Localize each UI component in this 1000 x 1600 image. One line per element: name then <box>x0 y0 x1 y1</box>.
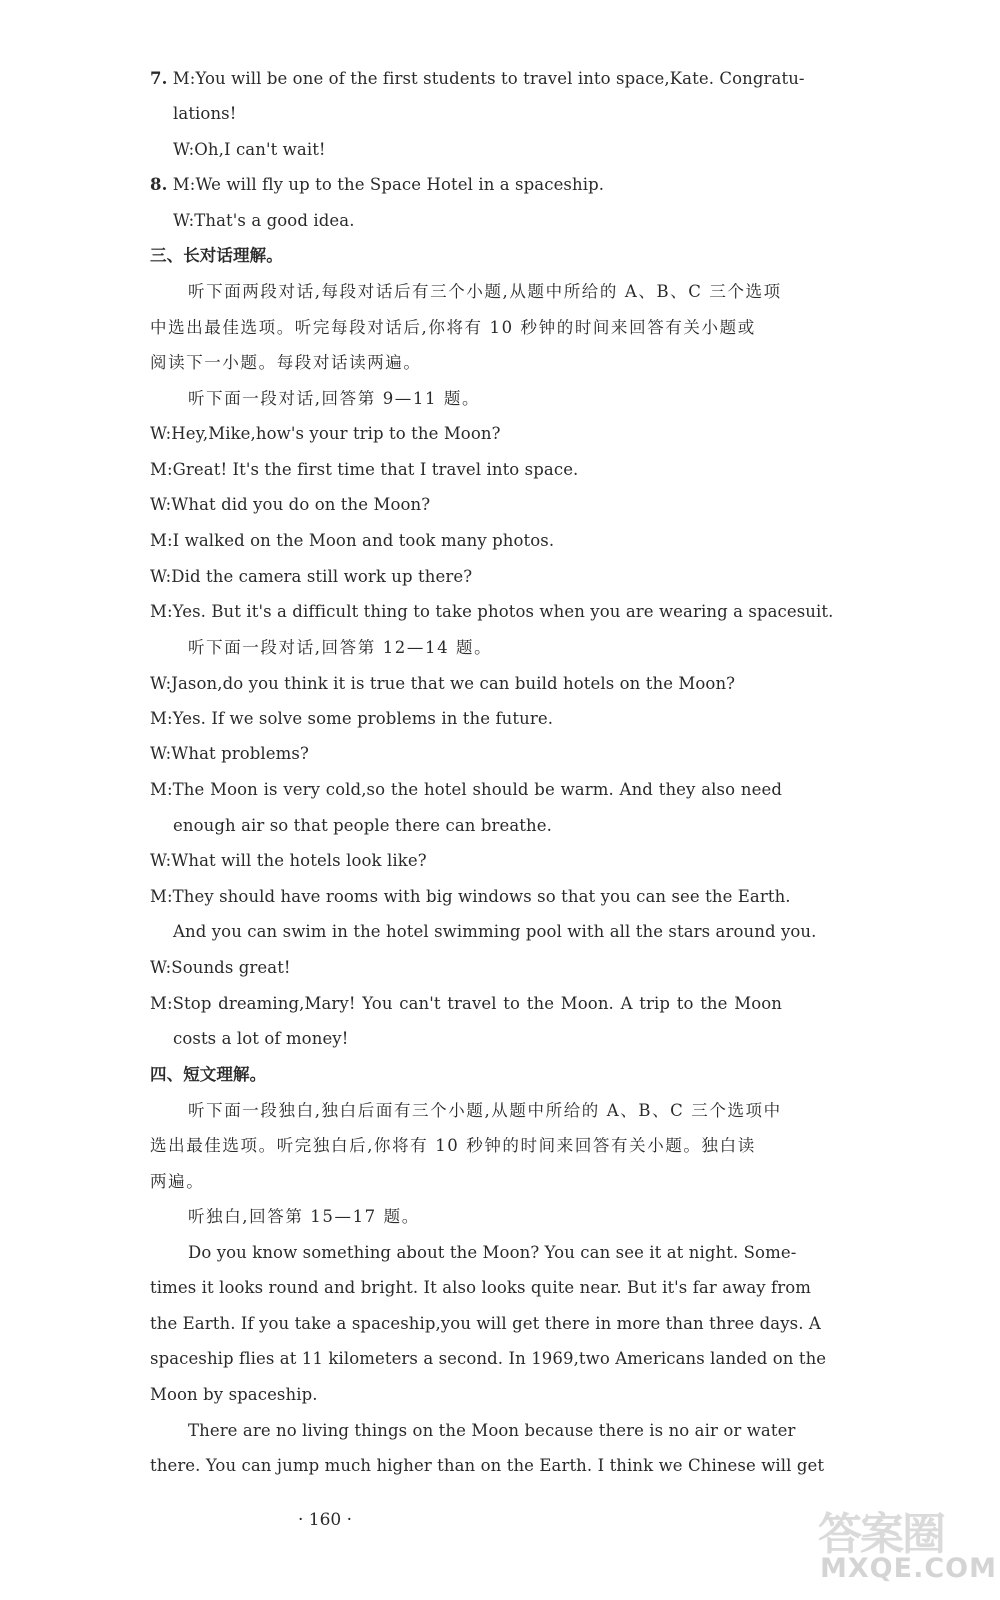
watermark-logo <box>818 1498 997 1594</box>
passage-line: spaceship flies at 11 kilometers a second. In 1969,two Americans landed on the <box>150 1349 827 1368</box>
dialogue-1-line: W:Hey,Mike,how's your trip to the Moon? <box>150 424 501 443</box>
dialogue-2-line: M:Yes. If we solve some problems in the future. <box>150 709 554 728</box>
dialogue-1-line: W:Did the camera still work up there? <box>150 567 473 586</box>
dialogue-2-line: costs a lot of money! <box>173 1029 349 1048</box>
passage-line: times it looks round and bright. It also looks quite near. But it's far away from <box>150 1278 812 1297</box>
question-number: 8. <box>150 175 168 194</box>
passage-line: Do you know something about the Moon? You can see it at night. Some- <box>188 1243 797 1262</box>
dialogue-2-line: W:What will the hotels look like? <box>150 851 427 870</box>
section-3-instruction-3: 阅读下一小题。每段对话读两遍。 <box>150 353 422 372</box>
section-3-instruction-2: 中选出最佳选项。听完每段对话后,你将有 10 秒钟的时间来回答有关小题或 <box>150 318 756 337</box>
watermark-en: MXQE.COM <box>820 1553 997 1584</box>
dialogue-2-line: W:What problems? <box>150 744 309 763</box>
section-4-heading: 四、短文理解。 <box>150 1065 267 1084</box>
q7-line-1 <box>150 68 805 90</box>
section-4-instruction-3: 两遍。 <box>150 1172 205 1191</box>
passage-line: the Earth. If you take a spaceship,you will get there in more than three days. A <box>150 1314 821 1333</box>
dialogue-2-intro: 听下面一段对话,回答第 12—14 题。 <box>188 638 493 657</box>
page-number: · 160 · <box>297 1510 353 1530</box>
watermark-cn: 答案圈 <box>818 1509 944 1560</box>
section-3-instruction-1: 听下面两段对话,每段对话后有三个小题,从题中所给的 A、B、C 三个选项 <box>188 282 782 301</box>
dialogue-2-line: enough air so that people there can breathe. <box>173 816 552 835</box>
section-4-instruction-2: 选出最佳选项。听完独白后,你将有 10 秒钟的时间来回答有关小题。独白读 <box>150 1136 756 1155</box>
q7-line-3: W:Oh,I can't wait! <box>173 140 326 159</box>
section-4-instruction-1: 听下面一段独白,独白后面有三个小题,从题中所给的 A、B、C 三个选项中 <box>188 1101 782 1120</box>
dialogue-text: M:You will be one of the first students to travel into space,Kate. Congratu- <box>172 69 805 88</box>
dialogue-2-line: M:Stop dreaming,Mary! You can't travel to the Moon. A trip to the Moon <box>150 994 782 1013</box>
dialogue-2-line: M:They should have rooms with big windows so that you can see the Earth. <box>150 887 791 906</box>
dialogue-1-line: M:Yes. But it's a difficult thing to take photos when you are wearing a spacesuit. <box>150 602 834 621</box>
dialogue-1-intro: 听下面一段对话,回答第 9—11 题。 <box>188 389 481 408</box>
dialogue-1-line: M:Great! It's the first time that I travel into space. <box>150 460 579 479</box>
dialogue-2-line: W:Sounds great! <box>150 958 291 977</box>
dialogue-text: M:We will fly up to the Space Hotel in a spaceship. <box>172 175 605 194</box>
q7-line-2: lations! <box>173 104 237 123</box>
section-3-heading: 三、长对话理解。 <box>150 246 283 265</box>
passage-line: There are no living things on the Moon because there is no air or water <box>188 1421 796 1440</box>
monologue-intro: 听独白,回答第 15—17 题。 <box>188 1207 420 1226</box>
passage-line: Moon by spaceship. <box>150 1385 318 1404</box>
dialogue-1-line: M:I walked on the Moon and took many photos. <box>150 531 555 550</box>
q8-line-1 <box>150 174 604 196</box>
q8-line-2: W:That's a good idea. <box>173 211 355 230</box>
dialogue-2-line: And you can swim in the hotel swimming pool with all the stars around you. <box>173 922 817 941</box>
passage-line: there. You can jump much higher than on the Earth. I think we Chinese will get <box>150 1456 825 1475</box>
dialogue-1-line: W:What did you do on the Moon? <box>150 495 431 514</box>
dialogue-2-line: M:The Moon is very cold,so the hotel should be warm. And they also need <box>150 780 782 799</box>
dialogue-2-line: W:Jason,do you think it is true that we can build hotels on the Moon? <box>150 674 736 693</box>
question-number: 7. <box>150 69 168 88</box>
